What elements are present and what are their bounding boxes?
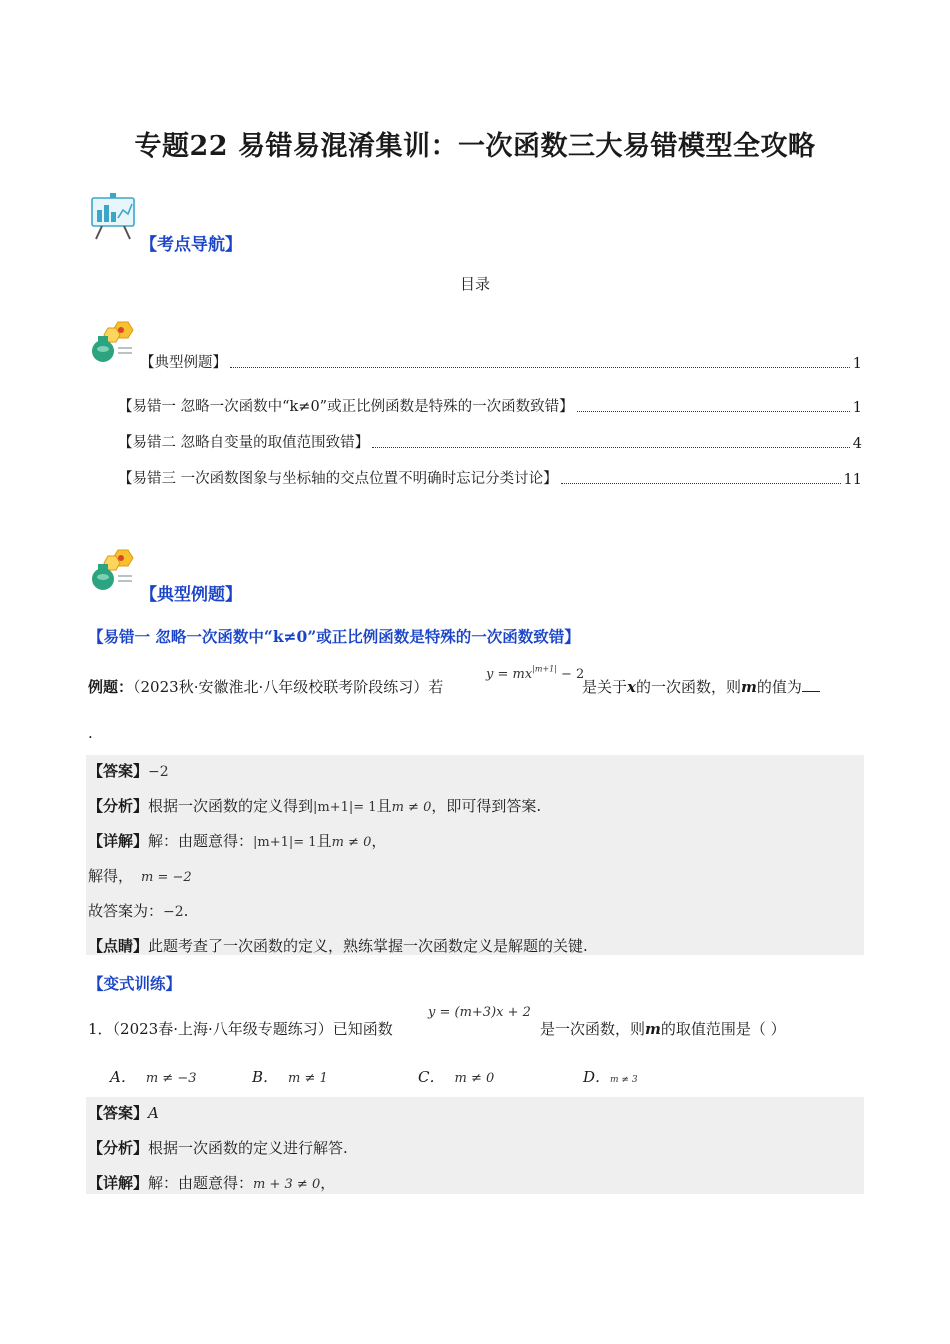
formula-exponent: |m+1| [532, 664, 557, 674]
option-letter: C． [418, 1068, 445, 1086]
detail-line [88, 830, 386, 851]
detail-line [88, 1172, 335, 1193]
example-source: （2023秋·安徽淮北·八年级校联考阶段练习）若 [133, 678, 444, 696]
variant-formula: y = (m+3)x + 2 [428, 1005, 531, 1020]
toc-item-page: 4 [852, 436, 862, 452]
final-line [88, 900, 188, 921]
text: 根据一次函数的定义得到 [148, 797, 314, 815]
example-label: 例题： [88, 678, 134, 696]
flask-icon [88, 546, 136, 592]
chart-board-icon [88, 192, 140, 240]
text: ， [320, 1174, 336, 1192]
page-title: 专题22 易错易混淆集训：一次函数三大易错模型全攻略 [134, 131, 816, 162]
comment-label: 【点睛】 [88, 937, 149, 955]
option-math: m ≠ 0 [454, 1071, 495, 1086]
option-b[interactable] [252, 1066, 328, 1087]
option-math: m ≠ 1 [288, 1071, 328, 1086]
toc-item[interactable] [140, 351, 862, 372]
text: 解：由题意得： [148, 832, 254, 850]
toc-leader-dots [561, 482, 841, 484]
math: m = −2 [141, 870, 192, 885]
text: 的值为 [756, 678, 802, 696]
analysis-label: 【分析】 [88, 1139, 149, 1157]
variant-question [88, 1018, 393, 1039]
section-sub-heading: 【易错一 忽略一次函数中“k≠0”或正比例函数是特殊的一次函数致错】 [88, 627, 580, 646]
nav-heading: 【考点导航】 [140, 235, 242, 255]
math: |m+1|= 1 [313, 800, 377, 815]
variable-x: x [627, 678, 636, 696]
text: ， [371, 832, 387, 850]
formula-tail: − 2 [560, 667, 585, 682]
answer-blank [802, 676, 820, 692]
toc-heading: 目录 [459, 275, 490, 293]
option-letter: A． [110, 1068, 136, 1086]
toc-item[interactable] [118, 395, 862, 416]
toc-leader-dots [372, 446, 850, 448]
option-d[interactable] [583, 1066, 638, 1087]
flask-icon [88, 318, 136, 364]
math: |m+1|= 1 [253, 835, 317, 850]
example-end: . [88, 724, 93, 742]
option-a[interactable] [110, 1066, 197, 1087]
option-math: m ≠ 3 [610, 1075, 638, 1085]
answer-value: −2 [148, 764, 169, 780]
toc-leader-dots [577, 410, 850, 412]
question-source: （2023春·上海·八年级专题练习）已知函数 [112, 1020, 393, 1038]
math: −2 [163, 904, 184, 920]
answer-block [86, 755, 864, 955]
text: 根据一次函数的定义进行解答. [148, 1139, 348, 1157]
text: . [183, 902, 189, 920]
example-question-tail [582, 676, 820, 697]
question-number: 1． [88, 1020, 113, 1038]
answer-value: A [148, 1104, 159, 1122]
toc-item-label: 【典型例题】 [140, 355, 227, 371]
text: 故答案为： [88, 902, 164, 920]
answer-label: 【答案】 [88, 1104, 149, 1122]
toc-item-label: 【易错三 一次函数图象与坐标轴的交点位置不明确时忘记分类讨论】 [118, 471, 558, 487]
analysis-line [88, 795, 541, 816]
text: ，即可得到答案. [431, 797, 542, 815]
solve-line [88, 865, 192, 886]
toc-item-label: 【易错一 忽略一次函数中“k≠0”或正比例函数是特殊的一次函数致错】 [118, 399, 574, 415]
section-heading: 【典型例题】 [140, 585, 242, 605]
variant-question-tail [540, 1018, 786, 1039]
answer-label: 【答案】 [88, 762, 149, 780]
text: 解：由题意得： [148, 1174, 254, 1192]
toc-item-page: 1 [852, 400, 862, 416]
variant-heading: 【变式训练】 [88, 974, 182, 993]
text: 的取值范围是（ ） [660, 1020, 786, 1038]
variable-m: m [740, 678, 757, 696]
detail-label: 【详解】 [88, 832, 149, 850]
example-formula [486, 663, 584, 682]
answer-line [88, 760, 169, 781]
option-math: m ≠ −3 [145, 1071, 197, 1086]
toc-item-page: 1 [852, 356, 862, 372]
option-c[interactable] [418, 1066, 494, 1087]
toc-item-label: 【易错二 忽略自变量的取值范围致错】 [118, 435, 370, 451]
toc-item-page: 11 [843, 472, 862, 488]
math: m ≠ 0 [331, 835, 372, 850]
detail-label: 【详解】 [88, 1174, 149, 1192]
text: 是关于 [582, 678, 628, 696]
text: 的一次函数，则 [635, 678, 741, 696]
toc-item[interactable] [118, 467, 862, 488]
formula-base: y = mx [486, 667, 533, 682]
text: 且 [376, 797, 392, 815]
option-letter: D． [583, 1068, 611, 1086]
text: 且 [316, 832, 332, 850]
toc-leader-dots [230, 366, 850, 368]
text: 是一次函数，则 [540, 1020, 646, 1038]
toc-item[interactable] [118, 431, 862, 452]
text: 此题考查了一次函数的定义，熟练掌握一次函数定义是解题的关键. [148, 937, 588, 955]
variable-m: m [645, 1020, 661, 1038]
answer-line [88, 1102, 159, 1123]
analysis-label: 【分析】 [88, 797, 149, 815]
comment-line [88, 935, 588, 956]
example-question [88, 676, 443, 697]
analysis-line [88, 1137, 348, 1158]
math: m ≠ 0 [391, 800, 432, 815]
option-letter: B． [252, 1068, 279, 1086]
math: m + 3 ≠ 0 [253, 1177, 321, 1192]
text: 解得， [88, 867, 134, 885]
